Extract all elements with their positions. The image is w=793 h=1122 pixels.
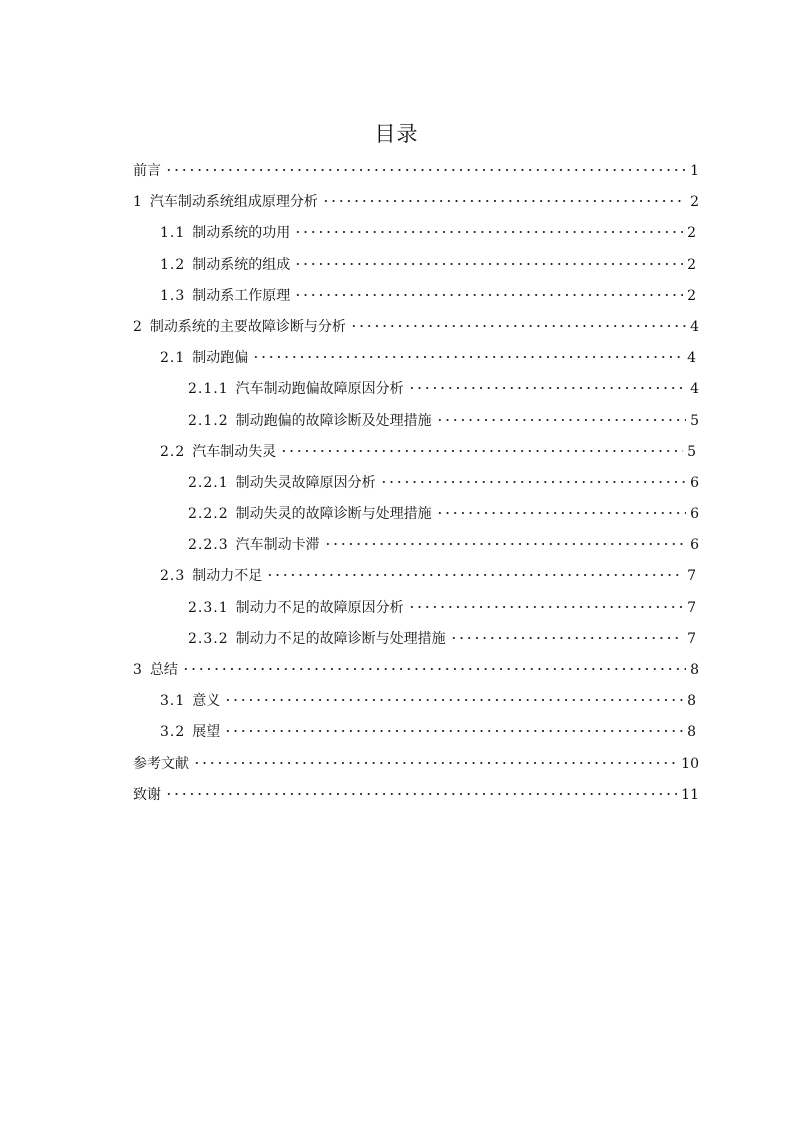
- toc-entry-title: 制动失灵的故障诊断与处理措施: [235, 506, 432, 523]
- toc-entry-page-number: 2: [687, 225, 696, 242]
- toc-entry-page-number: 1: [690, 163, 699, 179]
- toc-entry-page-number: 2: [687, 287, 696, 304]
- toc-entry-number: 2.2.1: [188, 474, 229, 491]
- toc-entry[interactable]: [133, 561, 699, 592]
- dot-leader: [294, 263, 683, 265]
- toc-entry-page-number: 8: [690, 662, 699, 678]
- toc-entry-page-number: 7: [687, 630, 696, 647]
- toc-entry-page-number: 7: [687, 568, 696, 585]
- toc-entry-title: 制动系统的功用: [192, 225, 291, 242]
- toc-entry-page-number: 8: [687, 693, 696, 710]
- dot-leader: [322, 200, 686, 202]
- dot-leader: [193, 762, 677, 764]
- toc-entry-page-number: 8: [687, 724, 696, 741]
- toc-entry-title: 总结: [149, 662, 178, 678]
- toc-entry-title: 制动失灵故障原因分析: [235, 474, 376, 491]
- dot-leader: [182, 668, 686, 670]
- dot-leader: [266, 574, 683, 576]
- toc-entry-number: 2.3: [160, 568, 186, 585]
- toc-entry-page-number: 6: [690, 474, 699, 491]
- toc-entry[interactable]: [133, 406, 699, 437]
- toc-entry[interactable]: [133, 281, 699, 312]
- dot-leader: [224, 699, 683, 701]
- toc-entry[interactable]: [133, 530, 699, 561]
- toc-entry[interactable]: [133, 218, 699, 249]
- toc-entry-page-number: 6: [690, 537, 699, 554]
- toc-entry-page-number: 2: [687, 256, 696, 273]
- toc-entry-number: 2.2: [160, 443, 186, 460]
- dot-leader: [436, 512, 686, 514]
- toc-entry-title: 汽车制动系统组成原理分析: [149, 194, 318, 211]
- toc-entry-page-number: 11: [681, 786, 699, 803]
- toc-entry[interactable]: [133, 686, 699, 717]
- toc-entry[interactable]: [133, 499, 699, 530]
- toc-entry[interactable]: [133, 717, 699, 748]
- toc-entry-page-number: 5: [687, 443, 696, 460]
- toc-entry[interactable]: [133, 624, 699, 655]
- toc-entry-title: 意义: [192, 693, 221, 710]
- dot-leader: [224, 730, 683, 732]
- toc-entry[interactable]: [133, 343, 699, 374]
- toc-entry-number: 2.1: [160, 350, 186, 367]
- dot-leader: [294, 231, 683, 233]
- toc-entry-page-number: 10: [681, 755, 699, 772]
- toc-entry[interactable]: [133, 187, 699, 218]
- toc-entry[interactable]: [133, 749, 699, 780]
- toc-entry-page-number: 6: [690, 506, 699, 523]
- dot-leader: [165, 169, 686, 171]
- toc-entry-title: 参考文献: [133, 755, 189, 772]
- toc-entry-number: 3: [133, 662, 143, 678]
- toc-entry-number: 2.1.1: [188, 381, 229, 398]
- toc-entry-title: 前言: [133, 163, 161, 179]
- toc-entry-page-number: 4: [690, 318, 699, 335]
- dot-leader: [294, 294, 683, 296]
- toc-entry-page-number: 5: [690, 412, 699, 429]
- toc-entry-title: 制动系统的主要故障诊断与分析: [149, 318, 346, 335]
- dot-leader: [408, 606, 683, 608]
- toc-entry-page-number: 4: [690, 381, 699, 398]
- toc-entry-title: 制动系统的组成: [192, 256, 291, 273]
- toc-entry-title: 展望: [192, 724, 221, 741]
- toc-title: 目录: [374, 122, 419, 146]
- dot-leader: [165, 793, 677, 795]
- toc-entry-number: 1.3: [160, 287, 186, 304]
- toc-entry-title: 制动力不足的故障诊断与处理措施: [235, 630, 446, 647]
- toc-entry-number: 1.1: [160, 225, 186, 242]
- toc-entry-number: 3.1: [160, 693, 186, 710]
- toc-entry-title: 制动系工作原理: [192, 287, 291, 304]
- toc-entry-title: 汽车制动卡滞: [235, 537, 320, 554]
- toc-entry-page-number: 2: [690, 194, 699, 211]
- dot-leader: [324, 543, 686, 545]
- toc-entry-number: 2: [133, 318, 143, 335]
- toc-entry[interactable]: [133, 593, 699, 624]
- toc-entry[interactable]: [133, 468, 699, 499]
- dot-leader: [380, 481, 686, 483]
- toc-entry-title: 汽车制动失灵: [192, 443, 277, 460]
- toc-entry[interactable]: [133, 250, 699, 281]
- dot-leader: [436, 419, 686, 421]
- toc-entry-number: 3.2: [160, 724, 186, 741]
- toc-entry-title: 制动跑偏: [192, 350, 249, 367]
- dot-leader: [450, 637, 683, 639]
- toc-entry-page-number: 4: [687, 350, 696, 367]
- toc-list: [133, 156, 699, 811]
- toc-entry-number: 2.3.2: [188, 630, 229, 647]
- toc-entry[interactable]: [133, 156, 699, 187]
- dot-leader: [252, 356, 683, 358]
- toc-entry-number: 2.2.2: [188, 506, 229, 523]
- toc-entry-title: 制动力不足: [192, 568, 263, 585]
- toc-entry-number: 1: [133, 194, 143, 211]
- toc-entry-title: 汽车制动跑偏故障原因分析: [235, 381, 404, 398]
- dot-leader: [408, 387, 686, 389]
- toc-entry[interactable]: [133, 655, 699, 686]
- toc-entry-number: 1.2: [160, 256, 186, 273]
- toc-entry[interactable]: [133, 312, 699, 343]
- toc-entry-number: 2.2.3: [188, 537, 229, 554]
- toc-entry-number: 2.3.1: [188, 599, 229, 616]
- toc-entry-page-number: 7: [687, 599, 696, 616]
- toc-entry[interactable]: [133, 374, 699, 405]
- toc-entry[interactable]: [133, 437, 699, 468]
- toc-entry-number: 2.1.2: [188, 412, 229, 429]
- dot-leader: [350, 325, 686, 327]
- toc-entry[interactable]: [133, 780, 699, 811]
- toc-entry-title: 制动跑偏的故障诊断及处理措施: [235, 412, 432, 429]
- dot-leader: [280, 450, 683, 452]
- toc-entry-title: 制动力不足的故障原因分析: [235, 599, 404, 616]
- toc-entry-title: 致谢: [133, 786, 161, 803]
